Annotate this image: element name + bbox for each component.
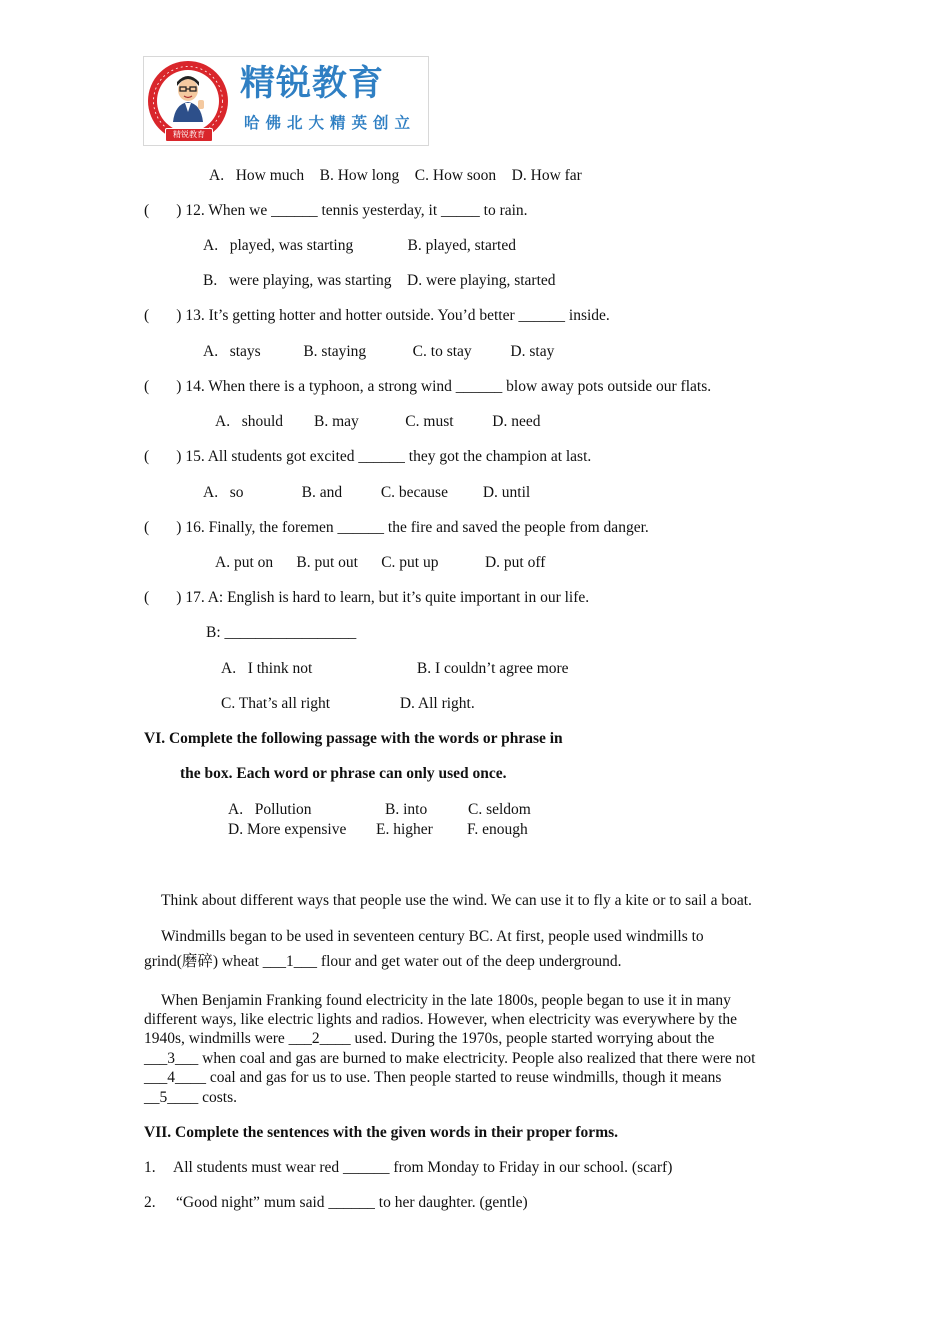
section7-item-number: 2. xyxy=(144,1194,156,1211)
q17-options-ab: A. I think not B. I couldn’t agree more xyxy=(221,660,569,677)
section7-item-text: All students must wear red ______ from Monday to Friday in our school. (scarf) xyxy=(173,1159,673,1176)
section6-heading-line2: the box. Each word or phrase can only used once. xyxy=(180,765,507,782)
q12-stem: ( ) 12. When we ______ tennis yesterday, it _____ to rain. xyxy=(144,202,528,219)
word-box-item: F. enough xyxy=(467,821,528,838)
q12-options-ab: A. played, was starting B. played, started xyxy=(203,237,516,254)
seal-badge: 精锐教育 xyxy=(165,128,213,142)
logo-slogan: 哈佛北大精英创立 xyxy=(244,114,417,132)
passage-paragraph-2-line1: Windmills began to be used in seventeen century BC. At first, people used windmills to xyxy=(161,928,704,945)
passage-line: When Benjamin Franking found electricity in the late 1800s, people began to use it in many xyxy=(161,992,731,1009)
q14-options: A. should B. may C. must D. need xyxy=(215,413,541,430)
q11-options: A. How much B. How long C. How soon D. How far xyxy=(209,167,582,184)
section7-item-text: “Good night” mum said ______ to her daughter. (gentle) xyxy=(176,1194,528,1211)
q17-options-cd: C. That’s all right D. All right. xyxy=(221,695,475,712)
q15-stem: ( ) 15. All students got excited ______ they got the champion at last. xyxy=(144,448,592,465)
q12-options-cd: B. were playing, was starting D. were playing, started xyxy=(203,272,556,289)
passage-line: ___3___ when coal and gas are burned to make electricity. People also realized that there were not xyxy=(144,1050,756,1067)
word-box-item: D. More expensive xyxy=(228,821,347,838)
q17-b-line: B: _________________ xyxy=(206,624,357,641)
section7-item-number: 1. xyxy=(144,1159,156,1176)
section6-heading-line1: VI. Complete the following passage with the words or phrase in xyxy=(144,730,563,747)
passage-line: ___4____ coal and gas for us to use. Then people started to reuse windmills, though it means xyxy=(144,1069,722,1086)
passage-line: 1940s, windmills were ___2____ used. During the 1970s, people started worrying about the xyxy=(144,1030,715,1047)
section7-heading: VII. Complete the sentences with the given words in their proper forms. xyxy=(144,1124,619,1141)
q13-options: A. stays B. staying C. to stay D. stay xyxy=(203,343,555,360)
logo-title: 精锐教育 xyxy=(240,64,385,104)
word-box-item: C. seldom xyxy=(468,801,531,818)
q17-stem: ( ) 17. A: English is hard to learn, but it’s quite important in our life. xyxy=(144,589,590,606)
q16-options: A. put on B. put out C. put up D. put off xyxy=(215,554,546,571)
word-box-item: B. into xyxy=(385,801,428,818)
brand-logo xyxy=(143,56,429,146)
passage-paragraph-2-line2: grind(磨碎) wheat ___1___ flour and get water out of the deep underground. xyxy=(144,953,622,970)
passage-paragraph-1: Think about different ways that people use the wind. We can use it to fly a kite or to sail a boat. xyxy=(161,892,752,909)
passage-line: different ways, like electric lights and radios. However, when electricity was everywhere by the xyxy=(144,1011,738,1028)
passage-line: __5____ costs. xyxy=(144,1089,237,1106)
word-box-item: A. Pollution xyxy=(228,801,312,818)
q16-stem: ( ) 16. Finally, the foremen ______ the fire and saved the people from danger. xyxy=(144,519,649,536)
word-box-item: E. higher xyxy=(376,821,433,838)
q15-options: A. so B. and C. because D. until xyxy=(203,484,531,501)
q13-stem: ( ) 13. It’s getting hotter and hotter outside. You’d better ______ inside. xyxy=(144,307,610,324)
q14-stem: ( ) 14. When there is a typhoon, a strong wind ______ blow away pots outside our flats. xyxy=(144,378,712,395)
